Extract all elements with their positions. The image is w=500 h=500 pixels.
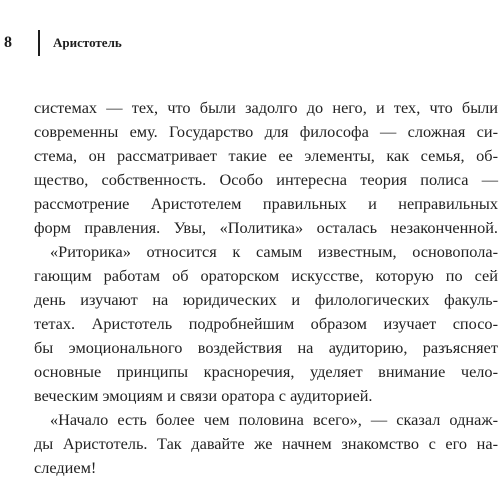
text-line: следием! — [34, 458, 97, 477]
text-line: бы эмоционального воздействия на аудиторию, разъясняет — [34, 338, 498, 357]
text-line: день изучают на юридических и филологических факуль- — [34, 290, 498, 309]
page-number: 8 — [4, 34, 12, 51]
running-head — [0, 0, 500, 80]
header-divider — [38, 30, 40, 56]
text-line: системах — тех, что были задолго до него, и тех, что были — [34, 98, 498, 117]
text-line: стема, он рассматривает такие ее элементы, как семья, об- — [34, 146, 498, 165]
text-line: гающим работам об ораторском искусстве, которую по сей — [34, 266, 498, 285]
text-line: щество, собственность. Особо интересна теория полиса — — [34, 170, 498, 189]
text-line: «Риторика» относится к самым известным, основопола- — [50, 242, 498, 261]
text-line: форм правления. Увы, «Политика» осталась незаконченной. — [34, 218, 498, 237]
running-title: Аристотель — [53, 35, 122, 50]
text-line: рассмотрение Аристотелем правильных и неправильных — [34, 194, 498, 213]
text-line: основные принципы красноречия, уделяет внимание чело- — [34, 362, 498, 381]
text-line: «Начало есть более чем половина всего», — сказал однаж- — [50, 410, 498, 429]
text-line: тетах. Аристотель подробнейшим образом изучает спосо- — [34, 314, 498, 333]
text-line: веческим эмоциям и связи оратора с аудиторией. — [34, 386, 373, 405]
text-line: ды Аристотель. Так давайте же начнем знакомство с его на- — [34, 434, 498, 453]
body-text — [34, 96, 498, 480]
text-line: современны ему. Государство для философа — сложная си- — [34, 122, 498, 141]
